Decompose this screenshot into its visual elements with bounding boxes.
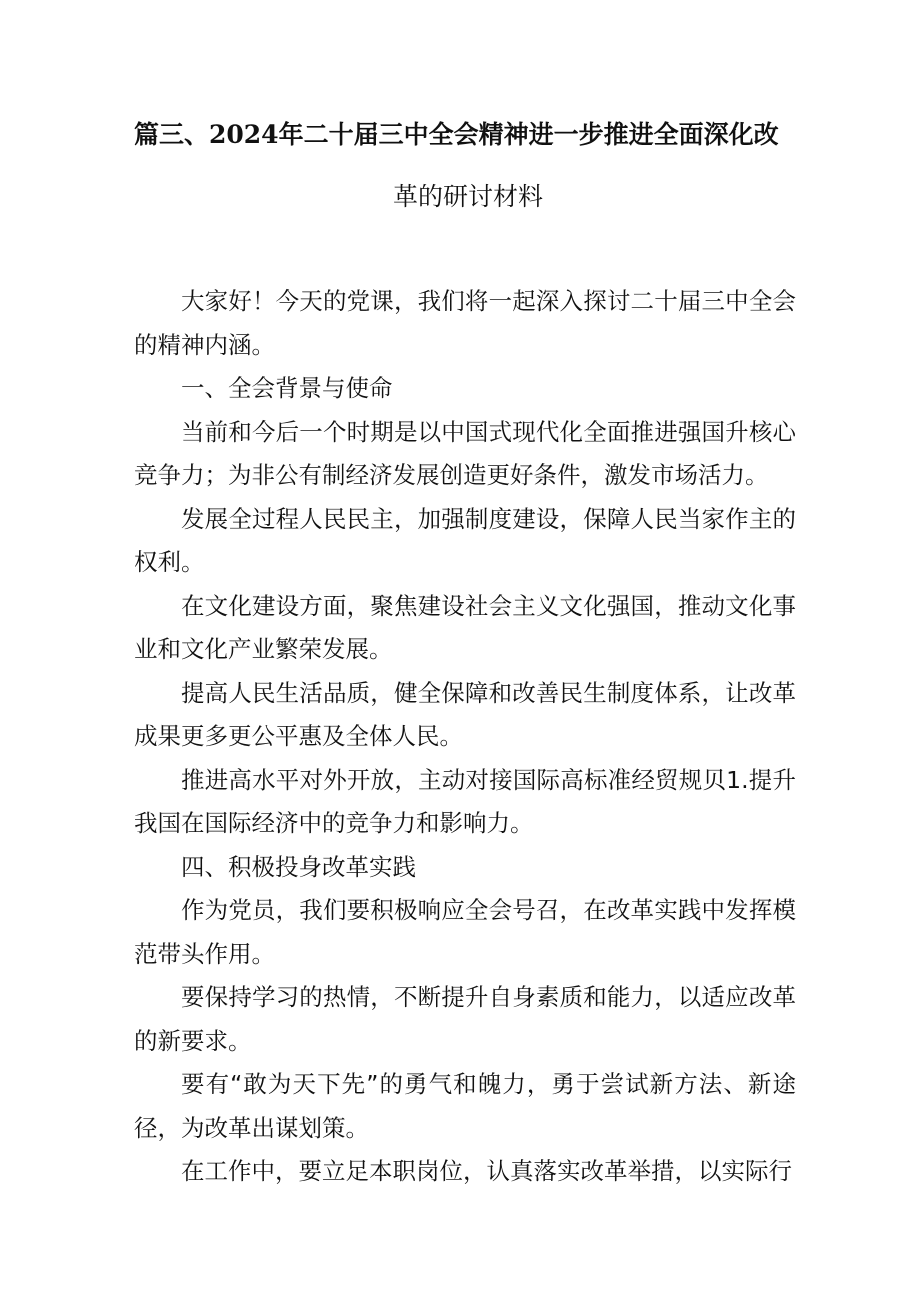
paragraph: 作为党员，我们要积极响应全会号召，在改革实践中发挥模范带头作用。	[134, 896, 796, 968]
paragraph: 发展全过程人民民主，加强制度建设，保障人民当家作主的权利。	[134, 504, 796, 576]
paragraph: 在工作中，要立足本职岗位，认真落实改革举措，以实际行	[181, 1157, 792, 1185]
document-title-line-2: 革的研讨材料	[393, 182, 544, 211]
paragraph-greeting: 大家好！今天的党课，我们将一起深入探讨二十届三中全会的精神内涵。	[134, 287, 796, 359]
paragraph: 提高人民生活品质，健全保障和改善民生制度体系，让改革成果更多更公平惠及全体人民。	[134, 678, 796, 750]
document-body	[134, 280, 796, 1194]
paragraph: 当前和今后一个时期是以中国式现代化全面推进强国升核心竞争力；为非公有制经济发展创造更好条件，激发市场活力。	[134, 417, 796, 489]
paragraph: 推进高水平对外开放，主动对接国际高标准经贸规贝1.提升我国在国际经济中的竞争力和影响力。	[134, 765, 796, 837]
paragraph: 要有“敢为天下先”的勇气和魄力，勇于尝试新方法、新途径，为改革出谋划策。	[134, 1070, 796, 1142]
paragraph: 要保持学习的热情，不断提升自身素质和能力，以适应改革的新要求。	[134, 983, 796, 1055]
document-title-line-1: 篇三、2024年二十届三中全会精神进一步推进全面深化改	[134, 120, 779, 149]
section-heading-practice: 四、积极投身改革实践	[181, 852, 416, 881]
paragraph: 在文化建设方面，聚焦建设社会主义文化强国，推动文化事业和文化产业繁荣发展。	[134, 591, 796, 663]
section-heading-background: 一、全会背景与使命	[181, 374, 393, 402]
